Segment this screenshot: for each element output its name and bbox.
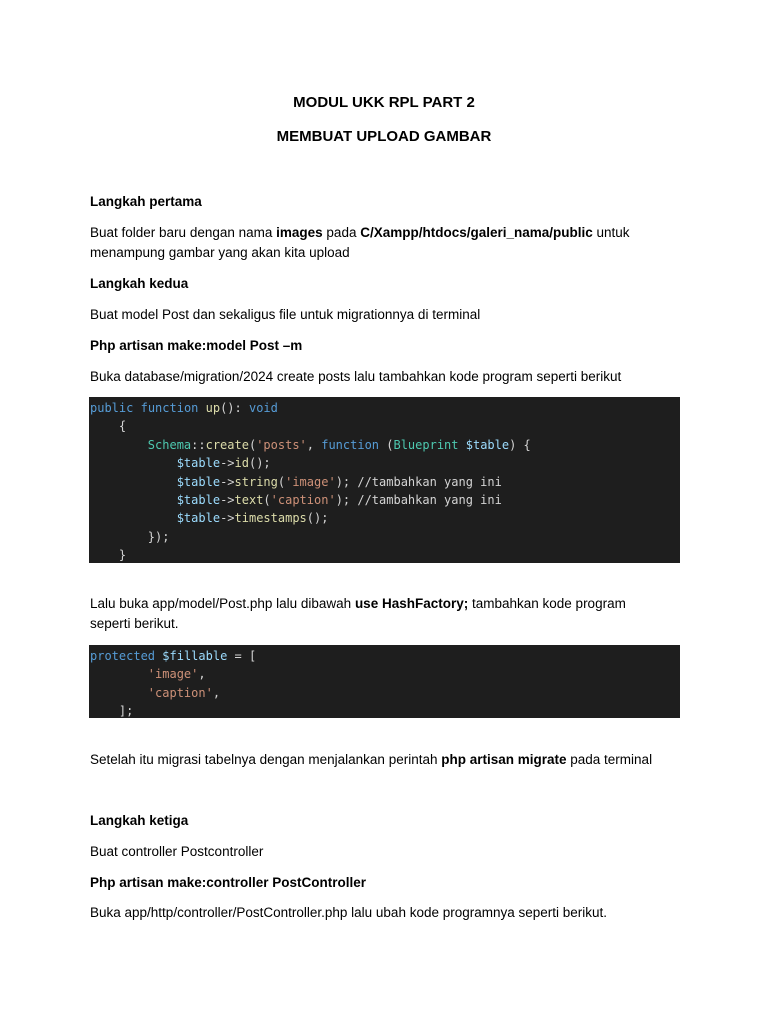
doc-subtitle: MEMBUAT UPLOAD GAMBAR: [276, 128, 492, 145]
migrate-paragraph: Setelah itu migrasi tabelnya dengan menjalankan perintah php artisan migrate pada terminal: [90, 752, 653, 767]
code-line: });: [90, 529, 170, 544]
code-block-migration: [89, 397, 680, 563]
step3-heading: Langkah ketiga: [90, 813, 189, 828]
code-line: $table->text('caption'); //tambahkan yang ini: [176, 492, 502, 507]
code-line: public function up(): void: [90, 401, 278, 415]
step2-paragraph: Buat model Post dan sekaligus file untuk migrationnya di terminal: [90, 307, 481, 322]
command-make-controller: Php artisan make:controller PostController: [90, 875, 367, 890]
migrate-command: php artisan migrate: [441, 752, 567, 767]
code-line: {: [90, 419, 127, 434]
step2-heading: Langkah kedua: [90, 276, 189, 291]
code-line: }: [90, 548, 127, 563]
folder-name: images: [276, 225, 323, 240]
code-line: $table->string('image'); //tambahkan yang ini: [176, 474, 502, 489]
model-paragraph: Lalu buka app/model/Post.php lalu dibawah use HashFactory; tambahkan kode program seperti berikut.: [90, 596, 626, 631]
step1-heading: Langkah pertama: [90, 194, 202, 209]
folder-path: C/Xampp/htdocs/galeri_nama/public: [360, 225, 593, 240]
step1-paragraph: Buat folder baru dengan nama images pada C/Xampp/htdocs/galeri_nama/public untuk menampung gambar yang akan kita upload: [90, 225, 630, 260]
code-block-fillable: [89, 645, 680, 718]
code-line: $table->timestamps();: [176, 511, 329, 526]
code-line: $table->id();: [176, 456, 271, 471]
controller-paragraph: Buka app/http/controller/PostController.php lalu ubah kode programnya seperti berikut.: [90, 905, 608, 920]
code-line: Schema::create('posts', function (Blueprint $table) {: [147, 437, 531, 452]
command-make-model: Php artisan make:model Post –m: [90, 338, 303, 353]
migration-paragraph: Buka database/migration/2024 create posts lalu tambahkan kode program seperti berikut: [90, 369, 622, 384]
step3-paragraph: Buat controller Postcontroller: [90, 844, 264, 859]
code-line: ];: [90, 704, 134, 718]
code-line: 'caption',: [147, 685, 221, 700]
doc-title: MODUL UKK RPL PART 2: [293, 94, 475, 111]
code-line: protected $fillable = [: [90, 649, 257, 663]
use-hashfactory: use HashFactory;: [354, 596, 469, 611]
code-line: 'image',: [147, 667, 206, 682]
